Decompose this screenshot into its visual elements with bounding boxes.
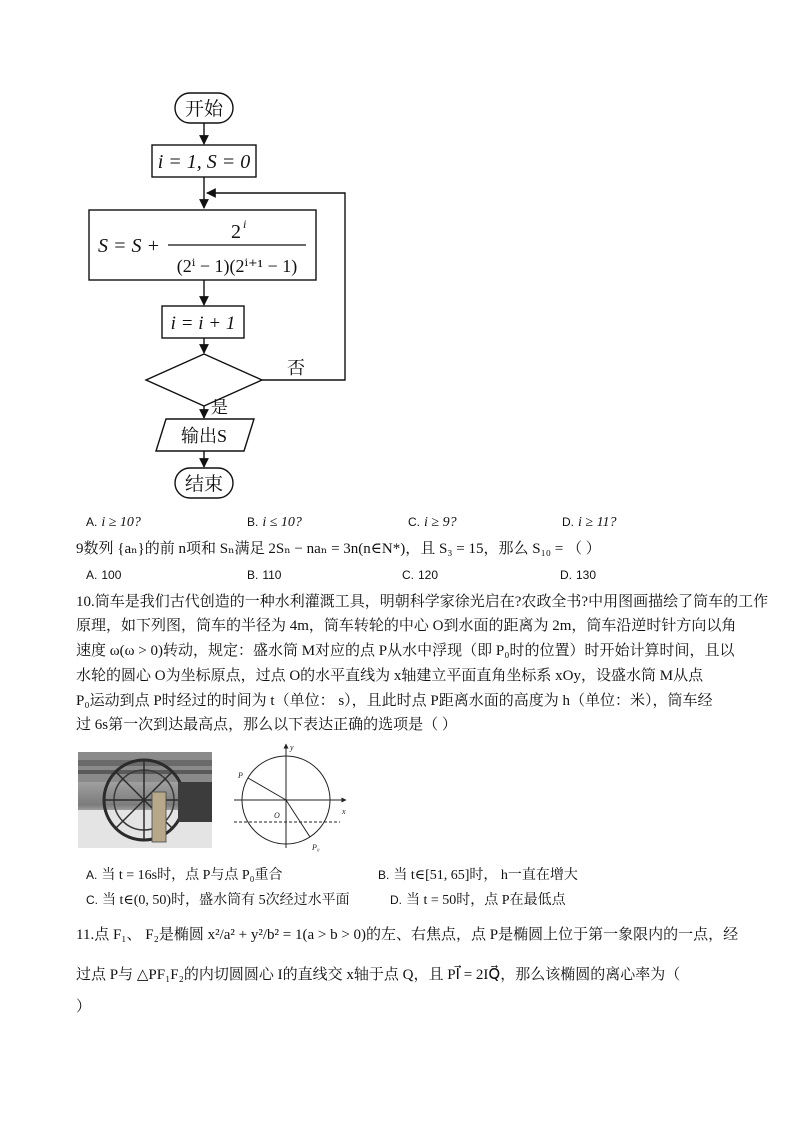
flowchart <box>0 0 794 520</box>
q10-line-5: P₀运动到点 P时经过的时间为 t（单位： s），且此时点 P距离水面的高度为 h（单位：米），筒车经 <box>76 693 713 709</box>
formula-numerator-sup: i <box>243 217 247 231</box>
q10-line-2: 原理，如下列图，筒车的半径为 4m，筒车转轮的中心 O到水面的距离为 2m，筒车沿逆时针方向以角 <box>76 618 737 634</box>
q9-option-a: A. 100 <box>86 568 122 582</box>
radius-op <box>248 778 286 800</box>
label-y: y <box>290 743 294 752</box>
no-label: 否 <box>287 358 305 378</box>
q10-option-a: A. 当 t = 16s时，点 P与点 P₀重合 <box>86 868 283 883</box>
label-x: x <box>342 807 346 816</box>
radius-op0 <box>286 800 310 837</box>
q10-line-4: 水轮的圆心 O为坐标原点，过点 O的水平直线为 x轴建立平面直角坐标系 xOy，设盛水筒 M从点 <box>76 668 704 684</box>
label-p0: P₀ <box>312 843 320 852</box>
label-o: O <box>274 811 280 820</box>
q8-option-c: C. i ≥ 9? <box>408 515 457 530</box>
label-p: P <box>238 771 243 780</box>
q10-line-1: 10.筒车是我们古代创造的一种水利灌溉工具，明朝科学家徐光启在?农政全书?中用图画描绘了筒车的工作 <box>76 594 769 610</box>
end-label: 结束 <box>184 474 224 495</box>
formula-numerator: 2 <box>231 221 241 243</box>
increment-label: i = i + 1 <box>170 313 236 334</box>
output-label: 输出S <box>180 426 228 446</box>
q9-option-c: C. 120 <box>402 568 439 582</box>
formula-denominator: (2ⁱ − 1)(2ⁱ⁺¹ − 1) <box>176 256 298 276</box>
q9-option-d: D. 130 <box>560 568 597 582</box>
q10-option-c: C. 当 t∈(0, 50)时，盛水筒有 5次经过水平面 <box>86 893 350 908</box>
q11-line-2: 过点 P与 △PF₁F₂的内切圆圆心 I的直线交 x轴于点 Q，且 PI⃗ = 2IQ⃗，那么该椭圆的离心率为（ <box>76 967 681 983</box>
yes-label: 是 <box>211 398 228 417</box>
q9-option-b: B. 110 <box>247 568 282 582</box>
q8-option-a: A. i ≥ 10? <box>86 515 141 530</box>
start-label: 开始 <box>184 99 224 120</box>
q10-option-d: D. 当 t = 50时，点 P在最低点 <box>390 893 566 908</box>
q10-line-3: 速度 ω(ω > 0)转动，规定：盛水筒 M对应的点 P从水中浮现（即 P₀时的位置）时开始计算时间，且以 <box>76 643 735 659</box>
water-wheel-photo <box>78 752 212 848</box>
q8-option-b: B. i ≤ 10? <box>247 515 302 530</box>
q8-option-d: D. i ≥ 11? <box>562 515 617 530</box>
q10-option-b: B. 当 t∈[51, 65]时， h一直在增大 <box>378 868 578 883</box>
wheel-diagram <box>228 738 352 854</box>
q10-line-6: 过 6s第一次到达最高点，那么以下表达正确的选项是（ ） <box>76 717 457 733</box>
q11-line-1: 11.点 F₁、 F₂是椭圆 x²/a² + y²/b² = 1(a > b > 0)的左、右焦点，点 P是椭圆上位于第一象限内的一点，经 <box>76 927 739 943</box>
init-label: i = 1, S = 0 <box>157 151 251 173</box>
q11-line-3: ） <box>76 999 92 1015</box>
formula-lhs: S = S + <box>98 235 160 257</box>
decision-diamond <box>146 354 262 406</box>
q9-stem: 9数列 {aₙ}的前 n项和 Sₙ满足 2Sₙ − naₙ = 3n(n∈N*)，且 S₃ = 15，那么 S₁₀ = （ ） <box>76 541 601 557</box>
